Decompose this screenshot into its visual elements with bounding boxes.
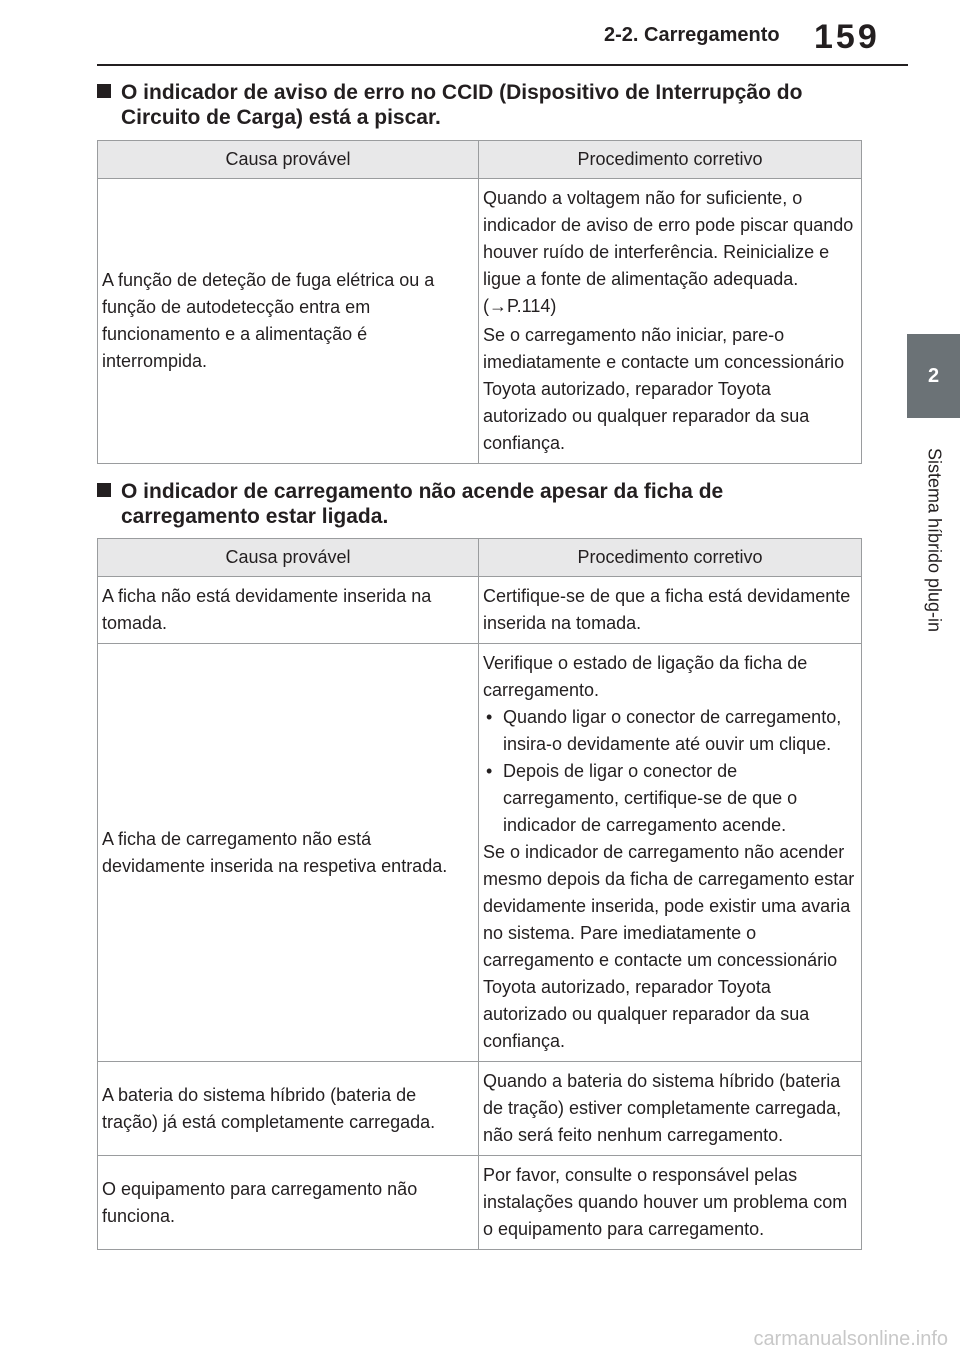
- column-header-procedure: Procedimento corretivo: [479, 539, 862, 577]
- column-header-cause: Causa provável: [98, 539, 479, 577]
- procedure-text: Verifique o estado de ligação da ficha de carregamento.: [483, 653, 808, 700]
- charging-indicator-table: [97, 538, 862, 1250]
- table-row: [98, 1156, 862, 1250]
- heading-text: O indicador de aviso de erro no CCID (Dispositivo de Interrupção do Circuito de Carga) está a piscar.: [121, 81, 803, 129]
- table-row: [98, 179, 862, 464]
- ccid-troubleshooting-table: [97, 140, 862, 464]
- procedure-bullet-list: [483, 704, 857, 839]
- table-row: [98, 1062, 862, 1156]
- table-row: [98, 644, 862, 1062]
- procedure-text: Se o carregamento não iniciar, pare-o imediatamente e contacte um concessionário Toyota autorizado, reparador Toyota autorizado ou qualquer reparador da sua confiança.: [483, 325, 845, 453]
- column-header-procedure: Procedimento corretivo: [479, 141, 862, 179]
- page-number: 159: [814, 18, 880, 56]
- cause-cell: O equipamento para carregamento não funciona.: [98, 1156, 479, 1250]
- cause-text: A função de deteção de fuga elétrica ou a função de autodetecção entra em funcionamento e a alimentação é interrompida.: [102, 270, 435, 371]
- heading-text: O indicador de carregamento não acende apesar da ficha de carregamento estar ligada.: [121, 480, 724, 528]
- chapter-label: Sistema híbrido plug-in: [924, 447, 945, 633]
- cause-cell: [98, 179, 479, 464]
- chapter-number: 2: [927, 364, 940, 387]
- cause-cell: A ficha não está devidamente inserida na tomada.: [98, 577, 479, 644]
- square-bullet-icon: [97, 84, 111, 98]
- procedure-text: Se o indicador de carregamento não acender mesmo depois da ficha de carregamento estar devidamente inserida, pode existir uma avaria no sistema. Pare imediatamente o carregamento e contacte um concessionário Toyota autorizado, reparador Toyota autorizado ou qualquer reparador da sua confiança.: [483, 842, 855, 1051]
- header-rule: [97, 64, 908, 66]
- procedure-cell: Por favor, consulte o responsável pelas instalações quando houver um problema com o equipamento para carregamento.: [479, 1156, 862, 1250]
- column-header-cause: Causa provável: [98, 141, 479, 179]
- list-item: • Quando ligar o conector de carregamento, insira-o devidamente até ouvir um clique.: [483, 704, 857, 758]
- procedure-cell: [479, 179, 862, 464]
- procedure-cell: Quando a bateria do sistema híbrido (bateria de tração) estiver completamente carregada, não será feito nenhum carregamento.: [479, 1062, 862, 1156]
- section-heading-ccid: [97, 80, 867, 130]
- cause-text: A ficha de carregamento não está devidamente inserida na respetiva entrada.: [102, 828, 448, 876]
- table-header-row: [98, 141, 862, 179]
- square-bullet-icon: [97, 483, 111, 497]
- table-row: [98, 577, 862, 644]
- cause-cell: [98, 644, 479, 1062]
- procedure-cell: Certifique-se de que a ficha está devidamente inserida na tomada.: [479, 577, 862, 644]
- section-label: 2-2. Carregamento: [604, 24, 780, 46]
- procedure-cell: [479, 644, 862, 1062]
- chapter-tab: [907, 334, 960, 418]
- cause-cell: A bateria do sistema híbrido (bateria de tração) já está completamente carregada.: [98, 1062, 479, 1156]
- procedure-text: Quando a voltagem não for suficiente, o indicador de aviso de erro pode piscar quando houver ruído de interferência. Reinicialize e ligue a fonte de alimentação adequada. (→P.114): [483, 188, 854, 316]
- section-heading-charging-indicator: [97, 479, 867, 529]
- table-header-row: [98, 539, 862, 577]
- watermark: carmanualsonline.info: [753, 1328, 948, 1350]
- list-item: • Depois de ligar o conector de carregamento, certifique-se de que o indicador de carregamento acende.: [483, 758, 857, 839]
